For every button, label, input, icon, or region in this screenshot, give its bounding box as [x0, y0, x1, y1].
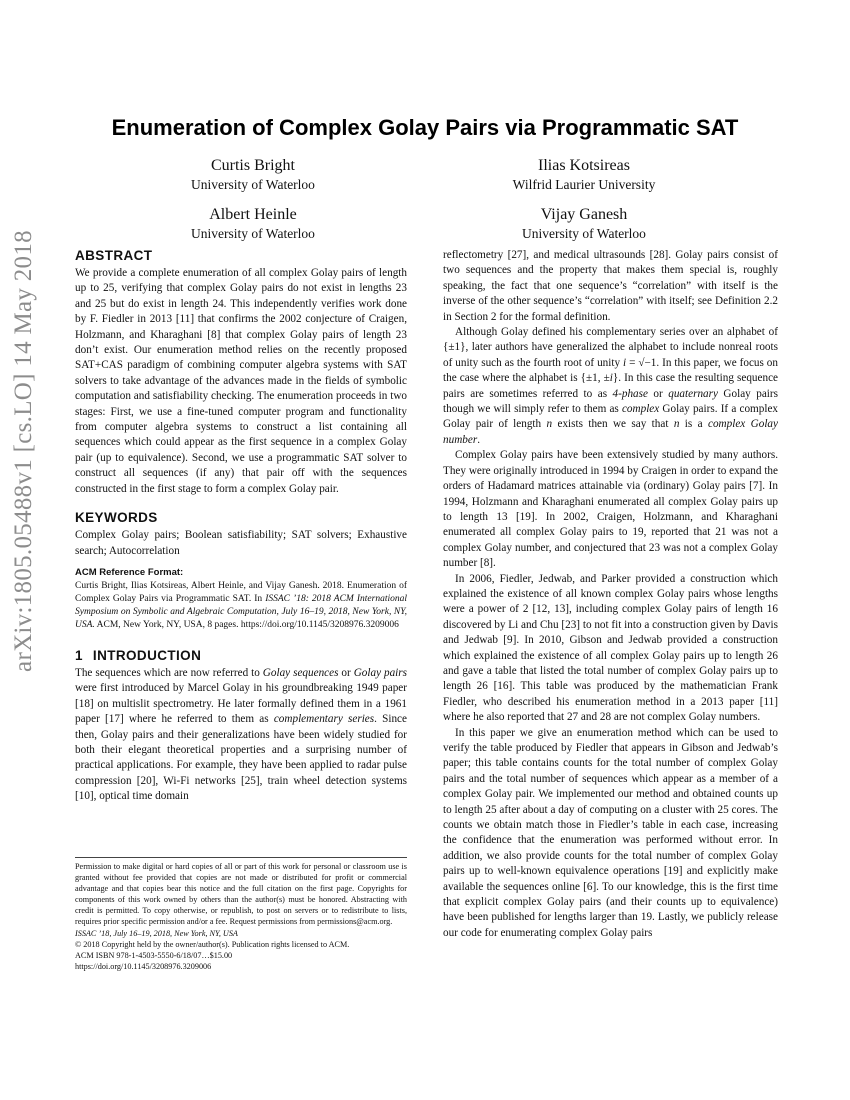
emphasis-text: Golay pairs	[353, 666, 407, 679]
author-affiliation: University of Waterloo	[191, 177, 315, 192]
contribution-paragraph: In this paper we give an enumeration method which can be used to verify the table produced by Fiedler that appears in Gibson and Jedwab’s paper; this table contains counts for the total number of complex Golay pairs and the total number of sequences which appear as a member of a complex Golay pair. We implemented our method and obtained counts up to length 25 after about a day of computing on a cluster with 25 cores. The counts we obtain match those in Fiedler’s table in each case, increasing the confidence that the enumeration was performed without error. In addition, we also provide counts for the total number of complex Golay pairs up to well-known equivalence operations [19] and explicitly make available the sequences online [6]. To our knowledge, this is the first time that explicit complex Golay pairs (and their counts up to equivalence) have been published for lengths larger than 19. Lastly, we publicly release our code for enumerating complex Golay pairs	[443, 726, 778, 939]
emphasis-text: complex	[621, 403, 660, 416]
text-run: The sequences which are now referred to	[75, 666, 263, 679]
emphasis-text: Golay sequences	[262, 666, 339, 679]
emphasis-text: complex Golay number	[443, 418, 778, 446]
author-name: Curtis Bright	[210, 157, 295, 174]
arxiv-id-text: arXiv:1805.05488v1 [cs.LO] 14 May 2018	[10, 230, 37, 672]
math-variable: i	[623, 356, 627, 369]
author-block	[454, 205, 714, 243]
text-run: were first introduced by Marcel Golay in his groundbreaking 1949 paper [18] on multislit spectrometry. He later formally defined them in a 1961 paper [17] where he referred to them as	[75, 682, 407, 726]
alphabet-paragraph	[443, 325, 778, 448]
left-column	[75, 248, 407, 805]
section-title: INTRODUCTION	[92, 647, 202, 663]
author-name: Albert Heinle	[209, 206, 297, 223]
right-column	[443, 248, 778, 941]
construction-paragraph: In 2006, Fiedler, Jedwab, and Parker provided a construction which explained the existence of all known complex Golay pairs whose lengths were a power of 2 [12, 13], including complex Golay pairs of length 16 discovered by Li and Chu [23] to not fit into a construction given by Davis and Jedwab [9]. In 2010, Gibson and Jedwab provided a construction which explained the existence of all complex Golay pairs up to length 26 and gave a table that listed the total number of complex Golay pairs up to length 26 [16]. This table was produced by the mathematician Frank Fiedler, who described his enumeration method in a 2013 paper [11] where he also reported that 27 and 28 are not complex Golay numbers.	[443, 572, 778, 724]
text-run: Golay pairs. If a complex Golay pair of length	[443, 403, 778, 431]
emphasis-text: 4-phase	[612, 387, 648, 400]
section-number: 1	[75, 647, 83, 663]
doi-line: https://doi.org/10.1145/3208976.3209006	[75, 961, 212, 971]
text-run: . Since then, Golay pairs and their generalizations have been widely studied for both their elegant theoretical properties and a surprising number of practical applications. For example, they have been applied to radar pulse compression [20], Wi-Fi networks [25], train wheel detection systems [10], optical time domain	[75, 713, 407, 803]
history-paragraph: Complex Golay pairs have been extensively studied by many authors. They were originally introduced in 1994 by Craigen in order to expand the orders of Hadamard matrices attainable via (ordinary) Golay pairs [7]. In 1994, Holzmann and Kharaghani enumerated all complex Golay pairs up to length 13 [19]. In 2002, Craigen, Holzmann, and Kharaghani enumerated all complex Golay pairs to 19, reported that 21 was not a complex Golay number, and conjectured that 23 was not a complex Golay number [8].	[443, 449, 778, 570]
conference-line: ISSAC ’18, July 16–19, 2018, New York, NY, USA	[75, 928, 238, 938]
text-run: or	[647, 387, 669, 400]
author-affiliation: University of Waterloo	[191, 226, 315, 241]
text-run: .	[477, 433, 480, 446]
acm-reference-label: ACM Reference Format:	[75, 566, 184, 578]
text-run: is a	[679, 418, 708, 431]
acm-reference-block	[75, 567, 407, 632]
abstract-heading: ABSTRACT	[75, 248, 153, 263]
introduction-heading	[75, 648, 407, 663]
keywords-text: Complex Golay pairs; Boolean satisfiability; SAT solvers; Exhaustive search; Autocorrelation	[75, 529, 407, 557]
introduction-paragraph	[75, 666, 407, 805]
abstract-text: We provide a complete enumeration of all complex Golay pairs of length up to 25, verifying that complex Golay pairs do not exist in lengths 23 and 25 but do exist in length 24. This independently verifies work done by F. Fiedler in 2013 [11] that confirms the 2002 conjecture of Craigen, Holzmann, and Kharaghani [8] that complex Golay pairs of length 23 don’t exist. Our enumeration method relies on the recently proposed SAT+CAS paradigm of combining computer algebra systems with SAT solvers to take advantage of the advances made in the fields of symbolic computation and satisfiability checking. The enumeration proceeds in two stages: First, we use a fine-tuned computer program and functionality from computer algebra systems to construct a list containing all sequences which could appear as the first sequence in a complex Golay pair (up to equivalence). Second, we use a programmatic SAT solver to construct all sequences (if any) that pair off with the sequences constructed in the first stage to form a complex Golay pair.	[75, 267, 407, 495]
copyright-footnote	[75, 857, 407, 972]
math-variable: n	[673, 418, 680, 431]
math-variable: n	[546, 418, 553, 431]
text-run: Golay pairs though we will simply refer to them as	[443, 387, 778, 416]
text-run: = √−1. In this paper, we focus on the case where the alphabet is {±1, ±	[443, 356, 778, 385]
text-run: or	[338, 666, 354, 679]
author-affiliation: Wilfrid Laurier University	[512, 177, 656, 192]
text-run: Although Golay defined his complementary series over an alphabet of {±1}, later authors have generalized the alphabet to include nonreal roots of unity such as the fourth root of unity	[443, 326, 778, 369]
paper-title: Enumeration of Complex Golay Pairs via Programmatic SAT	[111, 115, 739, 140]
text-run: }. In this case the resulting sequence pairs are sometimes referred to as	[443, 372, 779, 400]
text-run: exists then we say that	[552, 418, 674, 431]
emphasis-text: quaternary	[668, 387, 718, 400]
arxiv-identifier-stamp	[2, 230, 46, 672]
intro-continuation-paragraph: reflectometry [27], and medical ultrasounds [28]. Golay pairs consist of two sequences and the property that makes them special is, roughly speaking, the fact that one sequence’s “correlation” with itself is the inverse of the other sequence’s “correlation” with itself; see Definition 2.2 in Section 2 for the formal definition.	[443, 249, 778, 323]
acm-reference-text	[75, 580, 407, 632]
acm-reference-tail: ACM, New York, NY, USA, 8 pages. https://doi.org/10.1145/3208976.3209006	[94, 619, 399, 630]
author-block	[454, 156, 714, 194]
math-variable: i	[609, 372, 613, 385]
permission-notice: Permission to make digital or hard copies of all or part of this work for personal or classroom use is granted without fee provided that copies are not made or distributed for profit or commercial advantage and that copies bear this notice and the full citation on the first page. Copyrights for components of this work owned by others than the author(s) must be honored. Abstracting with credit is permitted. To copy otherwise, or republish, to post on servers or to redistribute to lists, requires prior specific permission and/or a fee. Request permissions from permissions@acm.org.	[75, 862, 407, 927]
isbn-line: ACM ISBN 978-1-4503-5550-6/18/07…$15.00	[75, 950, 233, 960]
author-block	[123, 156, 383, 194]
copyright-line: © 2018 Copyright held by the owner/author(s). Publication rights licensed to ACM.	[75, 939, 350, 949]
author-name: Vijay Ganesh	[540, 206, 628, 223]
acm-reference-authors: Curtis Bright, Ilias Kotsireas, Albert Heinle, and Vijay Ganesh. 2018. Enumeration of Complex Golay Pairs via Programmatic SAT. In	[75, 580, 407, 604]
author-affiliation: University of Waterloo	[522, 226, 646, 241]
acm-reference-venue: ISSAC ’18: 2018 ACM International Symposium on Symbolic and Algebraic Computation, July 16–19, 2018, New York, NY, USA.	[75, 593, 407, 630]
keywords-heading: KEYWORDS	[75, 510, 158, 526]
author-name: Ilias Kotsireas	[538, 157, 630, 174]
author-block	[123, 205, 383, 243]
emphasis-text: complementary series	[273, 713, 375, 726]
